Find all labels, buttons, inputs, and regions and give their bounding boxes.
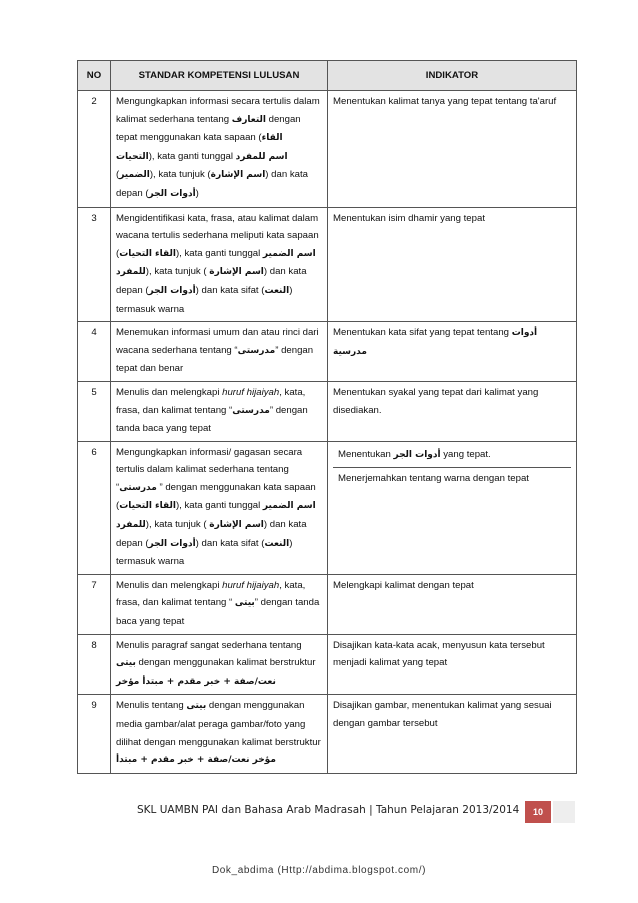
arabic-term: النعت <box>264 538 290 549</box>
arabic-term: مدرستى <box>237 345 276 356</box>
footer-text: SKL UAMBN PAI dan Bahasa Arab Madrasah | Tahun Pelajaran 2013/2014 <box>137 804 520 816</box>
row-number: 4 <box>78 322 111 382</box>
arabic-term: أدوات الجر <box>148 538 196 549</box>
text-segment: ), kata tunjuk ( <box>149 169 211 181</box>
arabic-term: بيتى <box>186 701 207 712</box>
text-segment: Melengkapi kalimat dengan tepat <box>333 579 474 591</box>
indikator-item <box>333 444 571 468</box>
arabic-term: اسم للمفرد <box>235 151 288 162</box>
text-segment: Mengungkapkan informasi secara tertulis dalam kalimat sederhana tentang <box>116 96 320 125</box>
indikator-cell <box>328 322 577 382</box>
text-segment: Menulis dan melengkapi <box>116 386 223 398</box>
text-segment: , kata, frasa, dan kalimat tentang “ <box>116 386 306 416</box>
text-segment: yang tepat. <box>440 448 491 460</box>
text-segment: Menulis paragraf sangat sederhana tentang <box>116 639 302 651</box>
text-segment: ” dengan tepat dan benar <box>116 344 314 375</box>
text-segment: dengan menggunakan media gambar/alat peraga gambar/foto yang dilihat dengan menggunakan kalimat berstruktur <box>116 700 321 748</box>
indikator-cell <box>328 634 577 695</box>
text-segment: dengan tepat menggunakan kata sapaan ( <box>116 113 301 144</box>
text-segment: Menemukan informasi umum dan atau rinci dari wacana sederhana tentang “ <box>116 327 319 356</box>
text-segment: ), kata ganti tunggal <box>148 150 236 162</box>
text-segment: Menentukan kata sifat yang tepat tentang <box>333 327 512 339</box>
text-segment: Menentukan isim dhamir yang tepat <box>333 212 485 224</box>
arabic-term: بيتى <box>116 658 136 669</box>
arabic-term: اسم الضمير للمفرد <box>116 248 316 278</box>
arabic-term: أدوات مدرسية <box>333 328 538 357</box>
text-segment: Menentukan <box>338 448 394 460</box>
arabic-term: مدرستى <box>119 482 157 493</box>
table-row <box>78 381 577 441</box>
row-number: 8 <box>78 634 111 695</box>
arabic-term: نعت/صفة + خبر مقدم + مبتدأ مؤخر <box>116 676 276 687</box>
text-segment: Menulis tentang <box>116 700 187 712</box>
arabic-term: اسم الإشارة <box>209 520 264 531</box>
standar-kompetensi-cell <box>111 574 328 634</box>
text-segment: ” dengan tanda baca yang tepat <box>116 597 320 628</box>
header-indikator: INDIKATOR <box>328 61 577 91</box>
text-segment: ), kata ganti tunggal <box>175 500 263 512</box>
text-segment: ) dan kata sifat ( <box>195 537 265 549</box>
arabic-term: اسم الإشارة <box>209 267 264 278</box>
text-segment: ” dengan tanda baca yang tepat <box>116 404 308 435</box>
arabic-term: النعت <box>264 285 290 296</box>
arabic-term: أدوات الجر <box>148 285 196 296</box>
arabic-term: القاء التحيات <box>116 133 283 162</box>
indikator-item <box>333 467 571 491</box>
arabic-term: التعارف <box>231 114 266 125</box>
text-segment: Disajikan gambar, menentukan kalimat yang sesuai dengan gambar tersebut <box>333 700 552 729</box>
text-segment: ), kata tunjuk ( <box>145 266 210 278</box>
arabic-term: اسم الضمير للمفرد <box>116 501 316 531</box>
arabic-term: مدرستى <box>232 405 270 416</box>
standar-kompetensi-cell <box>111 91 328 208</box>
indikator-cell <box>328 695 577 773</box>
text-segment: ” dengan menggunakan kata sapaan ( <box>116 481 316 512</box>
standar-kompetensi-cell <box>111 322 328 382</box>
arabic-term: أدوات الجر <box>148 188 196 199</box>
text-segment: ) termasuk warna <box>116 537 293 568</box>
table-row <box>78 634 577 695</box>
text-segment: ) dan kata depan ( <box>116 266 307 296</box>
row-number: 9 <box>78 695 111 773</box>
text-segment: Menulis dan melengkapi <box>116 579 223 591</box>
indikator-cell <box>328 574 577 634</box>
page-number-badge: 10 <box>525 801 551 823</box>
text-segment: ) <box>195 187 199 199</box>
standar-kompetensi-cell <box>111 695 328 773</box>
standar-kompetensi-cell <box>111 634 328 695</box>
table-row <box>78 441 577 574</box>
row-number: 6 <box>78 441 111 574</box>
row-number: 5 <box>78 381 111 441</box>
row-number: 2 <box>78 91 111 208</box>
text-segment: ) dan kata sifat ( <box>195 284 265 296</box>
italic-term: huruf hijaiyah <box>222 386 280 398</box>
standar-kompetensi-cell <box>111 441 328 574</box>
arabic-term: بيتى <box>234 598 255 609</box>
arabic-term: أدوات الجر <box>393 449 441 460</box>
text-segment: Mengidentifikasi kata, frasa, atau kalimat dalam wacana tertulis sederhana meliputi kata sapaan ( <box>116 212 319 259</box>
italic-term: huruf hijaiyah <box>222 579 280 591</box>
text-segment: ) termasuk warna <box>116 284 293 315</box>
arabic-term: القاء التحيات <box>119 501 176 512</box>
table-header-row <box>78 61 577 91</box>
indikator-cell <box>328 207 577 322</box>
table-row <box>78 322 577 382</box>
text-segment: ) dan kata depan ( <box>116 519 307 549</box>
text-segment: Menentukan syakal yang tepat dari kalimat yang disediakan. <box>333 386 539 416</box>
row-number: 7 <box>78 574 111 634</box>
table-row <box>78 574 577 634</box>
table-row <box>78 207 577 322</box>
text-segment: , kata, frasa, dan kalimat tentang “ <box>116 579 306 609</box>
indikator-cell <box>328 91 577 208</box>
text-segment: Mengungkapkan informasi/ gagasan secara tertulis dalam kalimat sederhana tentang “ <box>116 446 303 493</box>
skl-table <box>77 60 577 774</box>
header-standar-kompetensi: STANDAR KOMPETENSI LULUSAN <box>111 61 328 91</box>
text-segment: ( <box>116 169 120 181</box>
footer-strip <box>553 801 575 823</box>
table-row <box>78 91 577 208</box>
text-segment: Menerjemahkan tentang warna dengan tepat <box>338 473 529 485</box>
arabic-term: القاء التحيات <box>119 248 176 259</box>
indikator-cell <box>328 441 577 574</box>
arabic-term: اسم الإشارة <box>210 170 266 181</box>
table-body <box>78 91 577 774</box>
header-no: NO <box>78 61 111 91</box>
indikator-cell <box>328 381 577 441</box>
text-segment: ) dan kata depan ( <box>116 169 308 199</box>
row-number: 3 <box>78 207 111 322</box>
standar-kompetensi-cell <box>111 207 328 322</box>
standar-kompetensi-cell <box>111 381 328 441</box>
text-segment: Menentukan kalimat tanya yang tepat tentang ta'aruf <box>333 96 557 107</box>
text-segment: dengan menggunakan kalimat berstruktur <box>135 657 316 669</box>
arabic-term: مؤخر نعت/صفة + خبر مقدم + مبتدأ <box>116 755 276 766</box>
text-segment: Disajikan kata-kata acak, menyusun kata tersebut menjadi kalimat yang tepat <box>333 639 545 669</box>
arabic-term: الضمير <box>119 170 150 181</box>
text-segment: ), kata tunjuk ( <box>145 519 210 531</box>
text-segment: ), kata ganti tunggal <box>175 247 263 259</box>
table-row <box>78 695 577 773</box>
watermark-text: Dok_abdima (Http://abdima.blogspot.com/) <box>211 865 427 876</box>
page-footer <box>137 801 617 825</box>
